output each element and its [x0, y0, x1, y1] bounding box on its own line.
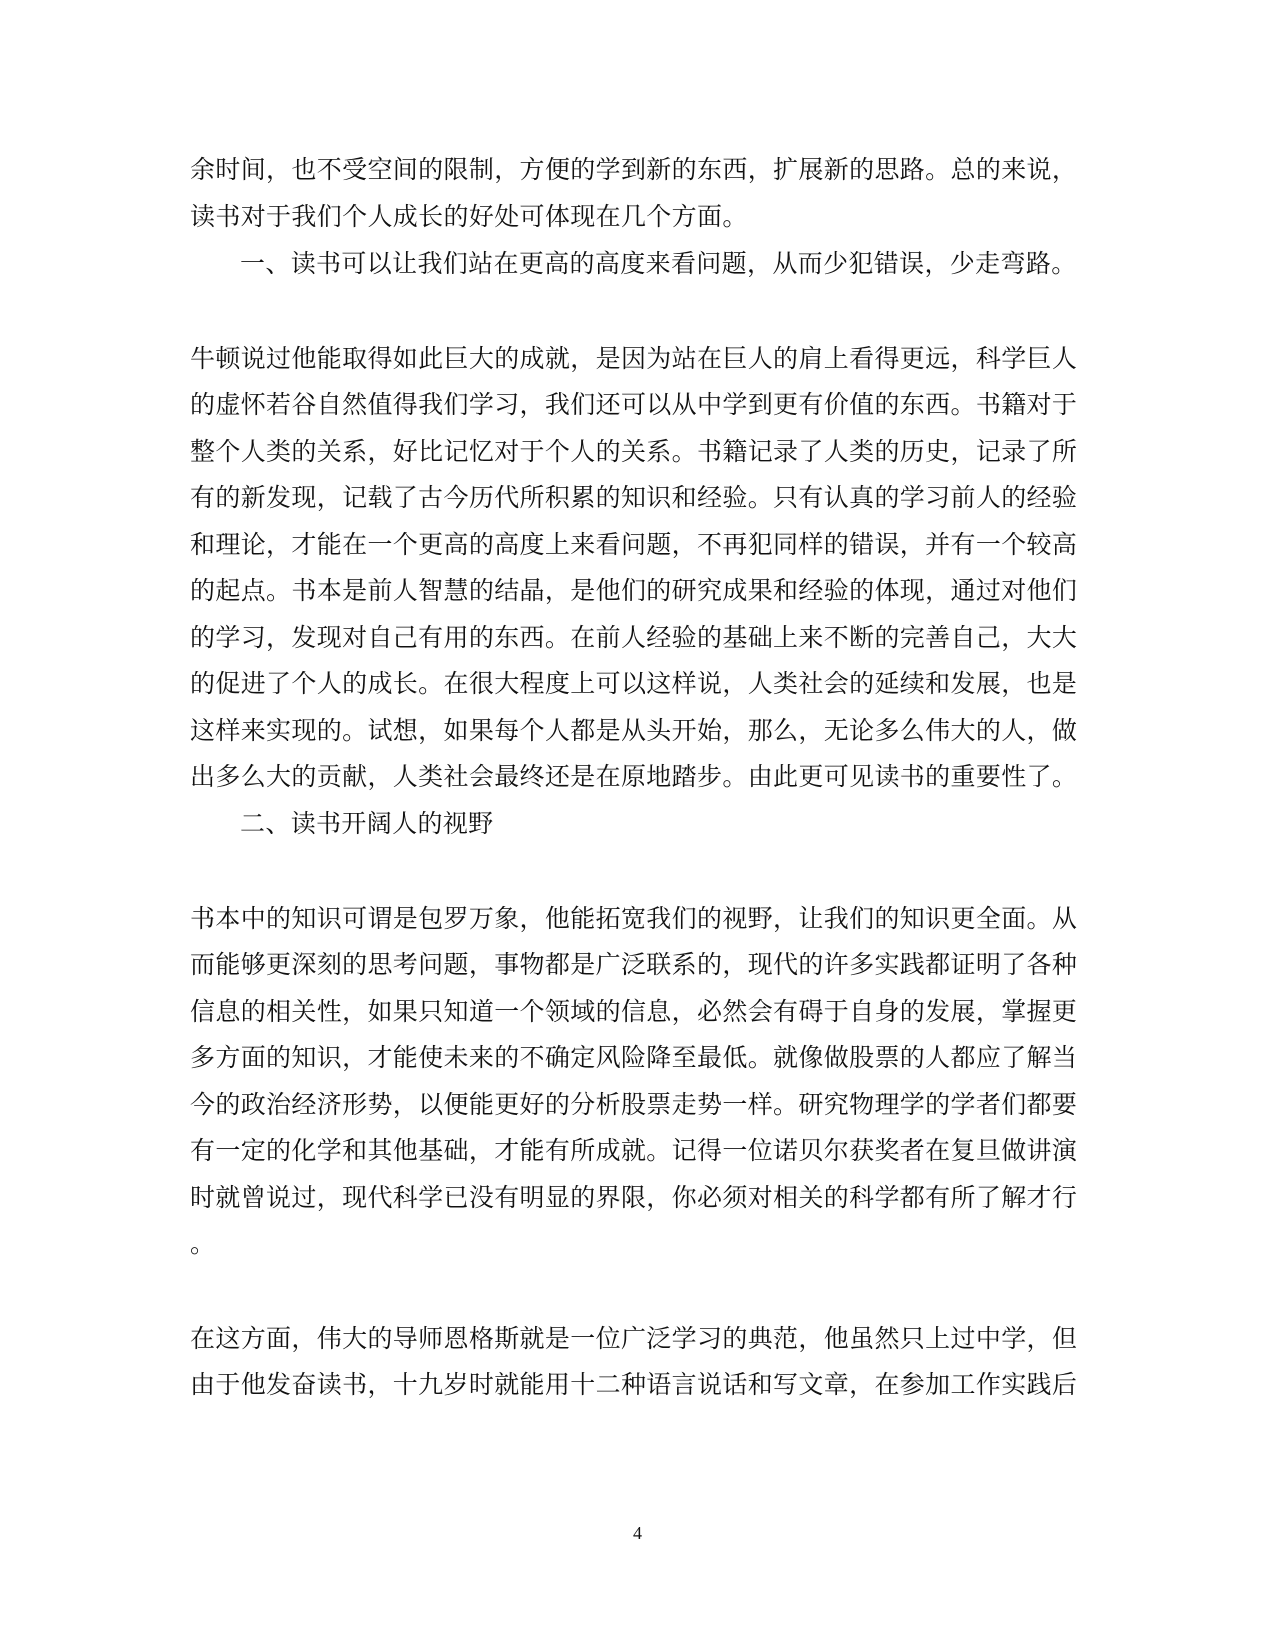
body-text-line: 在这方面，伟大的导师恩格斯就是一位广泛学习的典范，他虽然只上过中学，但 — [190, 1324, 1078, 1353]
body-text-line: 。 — [190, 1229, 216, 1258]
body-text-line: 的起点。书本是前人智慧的结晶，是他们的研究成果和经验的体现，通过对他们 — [190, 576, 1078, 605]
body-text-line: 牛顿说过他能取得如此巨大的成就，是因为站在巨人的肩上看得更远，科学巨人 — [190, 344, 1078, 373]
body-text-line: 整个人类的关系，好比记忆对于个人的关系。书籍记录了人类的历史，记录了所 — [190, 437, 1078, 466]
body-text-line: 由于他发奋读书，十九岁时就能用十二种语言说话和写文章，在参加工作实践后 — [190, 1370, 1078, 1399]
page-number: 4 — [633, 1523, 642, 1543]
body-text-line: 出多么大的贡献，人类社会最终还是在原地踏步。由此更可见读书的重要性了。 — [190, 762, 1078, 791]
body-text-line: 信息的相关性，如果只知道一个领域的信息，必然会有碍于自身的发展，掌握更 — [190, 997, 1078, 1026]
body-text-line: 和理论，才能在一个更高的高度上来看问题，不再犯同样的错误，并有一个较高 — [190, 530, 1078, 559]
body-text-line: 的学习，发现对自己有用的东西。在前人经验的基础上来不断的完善自己，大大 — [190, 623, 1078, 652]
body-text-line: 今的政治经济形势，以便能更好的分析股票走势一样。研究物理学的学者们都要 — [190, 1090, 1078, 1119]
body-text-line: 的虚怀若谷自然值得我们学习，我们还可以从中学到更有价值的东西。书籍对于 — [190, 390, 1078, 419]
body-text-line: 的促进了个人的成长。在很大程度上可以这样说，人类社会的延续和发展，也是 — [190, 669, 1078, 698]
body-text-line: 时就曾说过，现代科学已没有明显的界限，你必须对相关的科学都有所了解才行 — [190, 1183, 1078, 1212]
body-text-line: 多方面的知识，才能使未来的不确定风险降至最低。就像做股票的人都应了解当 — [190, 1043, 1078, 1072]
section-heading-1: 一、读书可以让我们站在更高的高度来看问题，从而少犯错误，少走弯路。 — [240, 249, 1077, 278]
body-text-line: 书本中的知识可谓是包罗万象，他能拓宽我们的视野，让我们的知识更全面。从 — [190, 904, 1078, 933]
body-text-line: 余时间，也不受空间的限制，方便的学到新的东西，扩展新的思路。总的来说， — [190, 155, 1078, 184]
body-text-line: 这样来实现的。试想，如果每个人都是从头开始，那么，无论多么伟大的人，做 — [190, 716, 1078, 745]
body-text-line: 读书对于我们个人成长的好处可体现在几个方面。 — [190, 202, 748, 231]
section-heading-2: 二、读书开阔人的视野 — [240, 809, 494, 838]
body-text-line: 有的新发现，记载了古今历代所积累的知识和经验。只有认真的学习前人的经验 — [190, 483, 1078, 512]
body-text-line: 有一定的化学和其他基础，才能有所成就。记得一位诺贝尔获奖者在复旦做讲演 — [190, 1136, 1078, 1165]
body-text-line: 而能够更深刻的思考问题，事物都是广泛联系的，现代的许多实践都证明了各种 — [190, 950, 1078, 979]
